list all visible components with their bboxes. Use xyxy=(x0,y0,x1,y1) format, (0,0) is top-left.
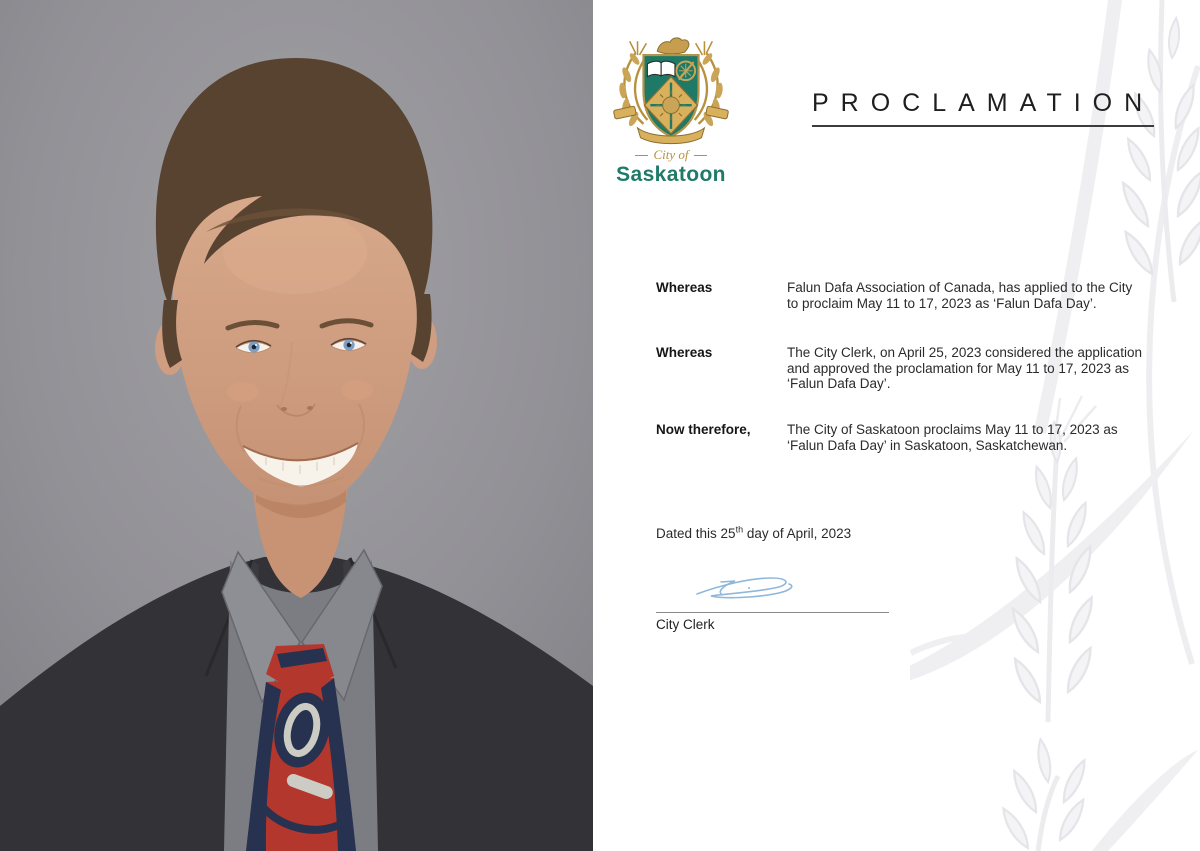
clause-whereas-1 xyxy=(656,280,1161,311)
saskatoon-crest-icon xyxy=(610,33,732,146)
signature-role: City Clerk xyxy=(656,617,715,632)
book-emblem xyxy=(647,61,675,77)
logo-city-name: Saskatoon xyxy=(616,163,726,186)
clause-text: The City Clerk, on April 25, 2023 considered the application and approved the proclamation for May 11 to 17, 2023 as ‘Falun Dafa Day’. xyxy=(787,345,1142,391)
portrait-photo xyxy=(0,0,593,851)
proclamation-title: PROCLAMATION xyxy=(812,89,1154,127)
dated-prefix: Dated this 25 xyxy=(656,526,736,541)
clause-label: Whereas xyxy=(656,345,713,360)
tagline-dash-right xyxy=(694,155,707,156)
dated-suffix: day of April, 2023 xyxy=(743,526,852,541)
logo-tagline xyxy=(603,147,739,163)
proclamation-document xyxy=(593,0,1200,851)
wheel-emblem xyxy=(676,61,695,80)
clause-now-therefore xyxy=(656,422,1161,453)
clause-text: The City of Saskatoon proclaims May 11 to 17, 2023 as ‘Falun Dafa Day’ in Saskatoon, Saskatchewan. xyxy=(787,422,1118,453)
signature-line xyxy=(656,612,889,613)
dated-line xyxy=(656,526,851,541)
clause-whereas-2 xyxy=(656,345,1161,392)
signature-scribble xyxy=(691,570,813,610)
clause-label: Now therefore, xyxy=(656,422,751,437)
clause-text: Falun Dafa Association of Canada, has applied to the City to proclaim May 11 to 17, 2023 as ‘Falun Dafa Day’. xyxy=(787,280,1133,311)
city-of-saskatoon-logo xyxy=(603,33,739,187)
clause-label: Whereas xyxy=(656,280,713,295)
dated-ordinal: th xyxy=(735,524,744,535)
portrait-photo-pane xyxy=(0,0,593,851)
logo-tagline-text: City of xyxy=(653,147,689,162)
tagline-dash-left xyxy=(635,155,648,156)
